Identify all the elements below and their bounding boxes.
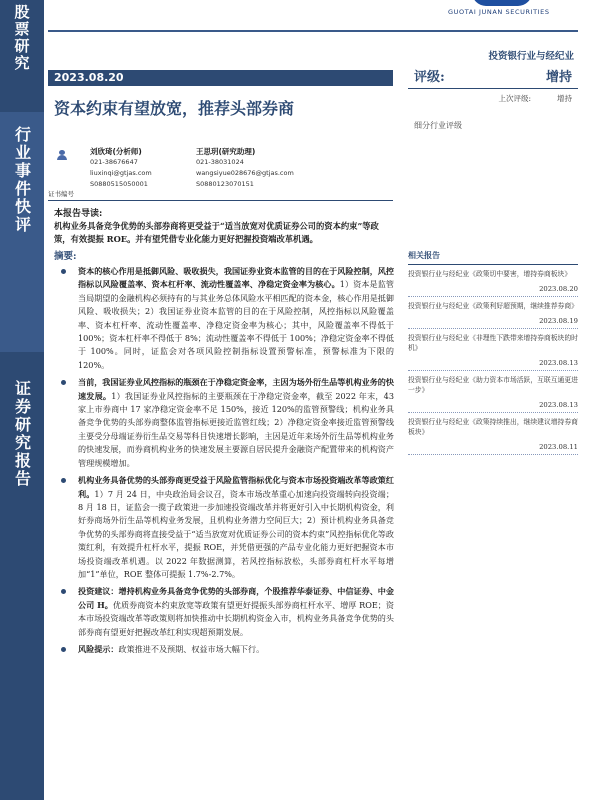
bullet-body: 政策推进不及预期、权益市场大幅下行。	[118, 643, 265, 654]
company-logo	[446, 0, 600, 18]
author-avatar-icon	[56, 150, 68, 160]
logo-emblem-icon	[472, 0, 532, 6]
related-report-link[interactable]: 投资银行业与经纪业《助力资本市场活跃，互联互通更进一步》	[408, 376, 578, 394]
bullet-body: 1）7 月 24 日，中央政治局会议召，资本市场改革重心加速向投资端转向投资端；8 月 18 日，证监会一揽子政策进一步加速投资端改革并将更好引入中长期机构资金，利好券商场外衍生品等机构业务发展，且机构业务潜力空间巨大；2）预计机构业务具备竞争优势的头部券商将直接受益于“适当放宽对优质证券公司的资本约束”风控指标优化等政策红利，有效提升杠杆水平，提振 ROE，并凭借更强的产品专业化能力更好把握资本市场投资端改革机遇。以 2022 年数据测算，若风控指标放松，头部券商杠杆水平每增加“1”单位，ROE 整体可提振 1.7%-2.7%。	[78, 488, 394, 579]
rating-value: 增持	[545, 70, 572, 85]
cert-number-label: 证书编号	[48, 190, 74, 198]
rating-panel	[408, 66, 578, 104]
author-2-email[interactable]: wangsiyue028676@gtjas.com	[196, 169, 294, 177]
related-report-link[interactable]: 投资银行业与经纪业《政策切中要害，增持券商板块》	[408, 270, 572, 278]
related-report-date: 2023.08.13	[408, 401, 578, 413]
related-report-link[interactable]: 投资银行业与经纪业《政策利好超预期，继续推荐券商》	[408, 302, 578, 310]
bullet-body: 1）我国证券业风控指标的主要瓶颈在于净稳定资金率，截至 2022 年末，43 家上市券商中 17 家净稳定资金率不足 150%，接近 120%的监管预警线；机构业务具备竞争优势的头部券商整体监管指标更接近监管红线；2）净稳定资金率接近监管预警线主要受分母端证券衍生品交易等科目快速增长影响，主因是近年来场外衍生品等机构业务的快速发展，而券商机构业务的快速发展主要源自居民提升金融资产配置带来的机构资产管理规模增加。	[78, 390, 394, 468]
abstract-heading: 摘要:	[54, 251, 77, 262]
abstract-bullet	[56, 265, 394, 372]
bullet-headline: 风险提示：	[78, 643, 119, 654]
industry-category: 投资银行业与经纪业	[488, 51, 574, 62]
related-report-link[interactable]: 投资银行业与经纪业《政策持续推出，继续建议增持券商板块》	[408, 418, 578, 436]
abstract-bullet	[56, 643, 394, 656]
logo-text: GUOTAI JUNAN SECURITIES	[448, 8, 550, 16]
report-title: 资本约束有望放宽，推荐头部券商	[54, 99, 295, 118]
report-guide-text: 机构业务具备竞争优势的头部券商将更受益于“适当放宽对优质证券公司的资本约束”等政策，有效提振 ROE。并有望凭借专业化能力更好把握投资端改革机遇。	[54, 221, 379, 244]
related-report-link[interactable]: 投资银行业与经纪业《非理性下跌带来增持券商板块的时机》	[408, 334, 578, 352]
header-divider	[48, 30, 578, 32]
author-1-phone: 021-38676647	[90, 158, 138, 166]
bullet-headline: 机构业务具备优势的头部券商更受益于风险监管指标优化与资本市场投资端改革等政策红利。	[78, 475, 394, 499]
previous-rating-value: 增持	[557, 94, 572, 103]
sector-rating-label: 细分行业评级	[414, 121, 462, 130]
sidebar-label-securities-report: 证券研究报告	[0, 360, 44, 800]
bullet-headline: 当前，我国证券业风控指标的瓶颈在于净稳定资金率，主因为场外衍生品等机构业务的快速发展。	[78, 377, 394, 401]
author-2: 王思玥(研究助理) 021-38031024 wangsiyue028676@gtjas.com S0880123070151	[196, 147, 294, 188]
related-report-date: 2023.08.13	[408, 359, 578, 371]
previous-rating-label: 上次评级:	[498, 94, 531, 103]
report-date: 2023.08.20	[48, 70, 393, 86]
report-guide-heading: 本报告导读:	[54, 209, 103, 219]
authors-divider	[48, 200, 393, 201]
related-reports	[408, 250, 578, 455]
abstract-bullet	[56, 585, 394, 639]
author-1-cert: S0880515050001	[90, 180, 148, 188]
sidebar-label-stock-research: 股票研究	[0, 0, 44, 100]
abstract-bullet	[56, 376, 394, 470]
author-2-phone: 021-38031024	[196, 158, 244, 166]
bullet-body: 1）资本是监管当局期望的金融机构必须持有的与其业务总体风险水平相匹配的资本金，核心作用是抵御风险、吸收损失；2）我国证券业资本监管的目的在于风险控制，风控指标以风险覆盖率、资本杠杆率、流动性覆盖率、净稳定资金率为核心；其中，风险覆盖率不得低于 100%；资本杠杆率不得低于 8%；流动性覆盖率不得低于 100%；净稳定资金率不得低于 100%。同时，证监会对各项风险控制指标设置预警标准，预警标准为下限的 120%。	[78, 279, 394, 370]
sidebar-label-event-review: 行业事件快评	[0, 112, 44, 352]
abstract-bullet	[56, 474, 394, 581]
related-report-date: 2023.08.20	[408, 285, 578, 297]
abstract-bullets	[56, 265, 394, 660]
related-reports-heading: 相关报告	[408, 250, 578, 265]
bullet-headline: 投资建议：增持机构业务具备竞争优势的头部券商，个股推荐华泰证券、中信证券、中金公司 H。	[78, 586, 394, 610]
author-2-cert: S0880123070151	[196, 180, 254, 188]
author-1: 刘欣琦(分析师) 021-38676647 liuxinqi@gtjas.com S0880515050001	[90, 147, 152, 188]
related-report-date: 2023.08.11	[408, 443, 578, 455]
related-report-date: 2023.08.19	[408, 317, 578, 329]
bullet-body: 优质券商资本约束放宽等政策有望更好提振头部券商杠杆水平、增厚 ROE；资本市场投资端改革等政策则将加快推动中长期机构资金入市，机构业务具备竞争优势的头部券商有望更好把握改革红利实现超预期发展。	[78, 599, 394, 637]
author-1-email[interactable]: liuxinqi@gtjas.com	[90, 169, 152, 177]
rating-label: 评级:	[414, 70, 445, 85]
bullet-headline: 资本的核心作用是抵御风险、吸收损失，我国证券业资本监管的目的在于风险控制，风控指标以风险覆盖率、资本杠杆率、流动性覆盖率、净稳定资金率为核心。	[78, 266, 394, 290]
